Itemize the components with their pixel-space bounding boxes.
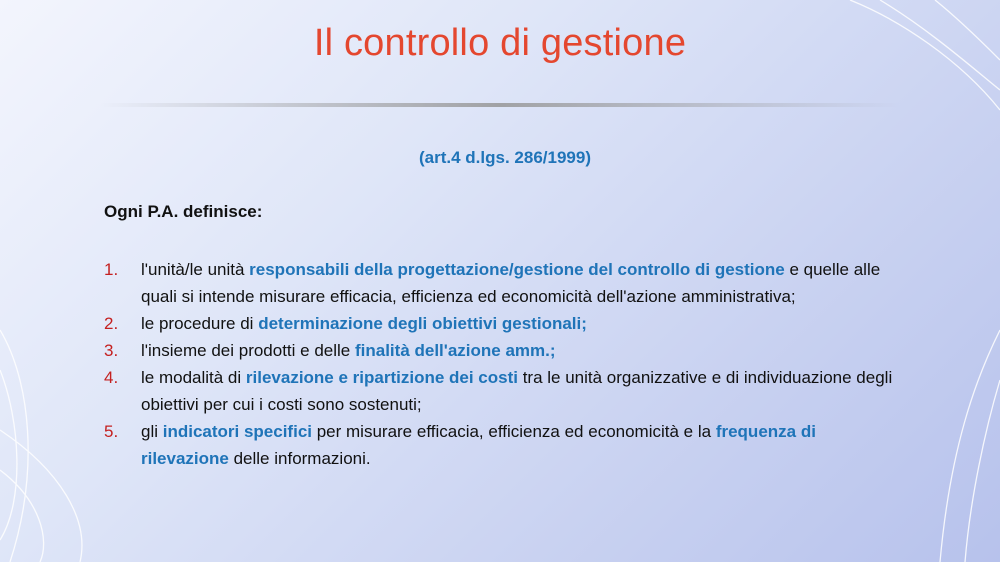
list-number: 5. <box>104 422 119 441</box>
list-item-text <box>141 337 904 364</box>
list-item-text <box>141 418 904 472</box>
text-segment: e quelle alle quali si intende misurare efficacia, efficienza ed economicità dell'azione amministrativa; <box>141 260 881 306</box>
list-item <box>104 364 904 418</box>
list-item-text <box>141 310 904 337</box>
list-item-text <box>141 364 904 418</box>
list-item-text <box>141 256 904 310</box>
list-item <box>104 418 904 472</box>
text-segment: gli <box>141 422 163 441</box>
slide-subtitle: (art.4 d.lgs. 286/1999) <box>419 148 591 167</box>
list-number: 4. <box>104 368 119 387</box>
text-segment: le modalità di <box>141 368 246 387</box>
slide-title: Il controllo di gestione <box>313 22 687 64</box>
highlighted-text: determinazione degli obiettivi gestionali; <box>258 314 587 333</box>
text-segment: tra le unità organizzative e di individuazione degli obiettivi per cui i costi sono sostenuti; <box>141 368 893 414</box>
list-item <box>104 337 904 364</box>
list-number: 3. <box>104 341 119 360</box>
highlighted-text: responsabili della progettazione/gestione del controllo di gestione <box>249 260 785 279</box>
highlighted-text: frequenza di rilevazione <box>141 422 816 468</box>
list-number: 1. <box>104 260 119 279</box>
text-segment: l'insieme dei prodotti e delle <box>141 341 355 360</box>
highlighted-text: rilevazione e ripartizione dei costi <box>245 368 518 387</box>
highlighted-text: indicatori specifici <box>162 422 312 441</box>
list-item <box>104 310 904 337</box>
title-divider <box>100 103 900 107</box>
text-segment: delle informazioni. <box>228 449 371 468</box>
list-item <box>104 256 904 310</box>
highlighted-text: finalità dell'azione amm.; <box>354 341 556 360</box>
intro-text: Ogni P.A. definisce: <box>104 202 263 221</box>
text-segment: l'unità/le unità <box>141 260 250 279</box>
list-number: 2. <box>104 314 119 333</box>
text-segment: le procedure di <box>141 314 259 333</box>
numbered-list <box>104 256 904 472</box>
text-segment: per misurare efficacia, efficienza ed economicità e la <box>312 422 716 441</box>
